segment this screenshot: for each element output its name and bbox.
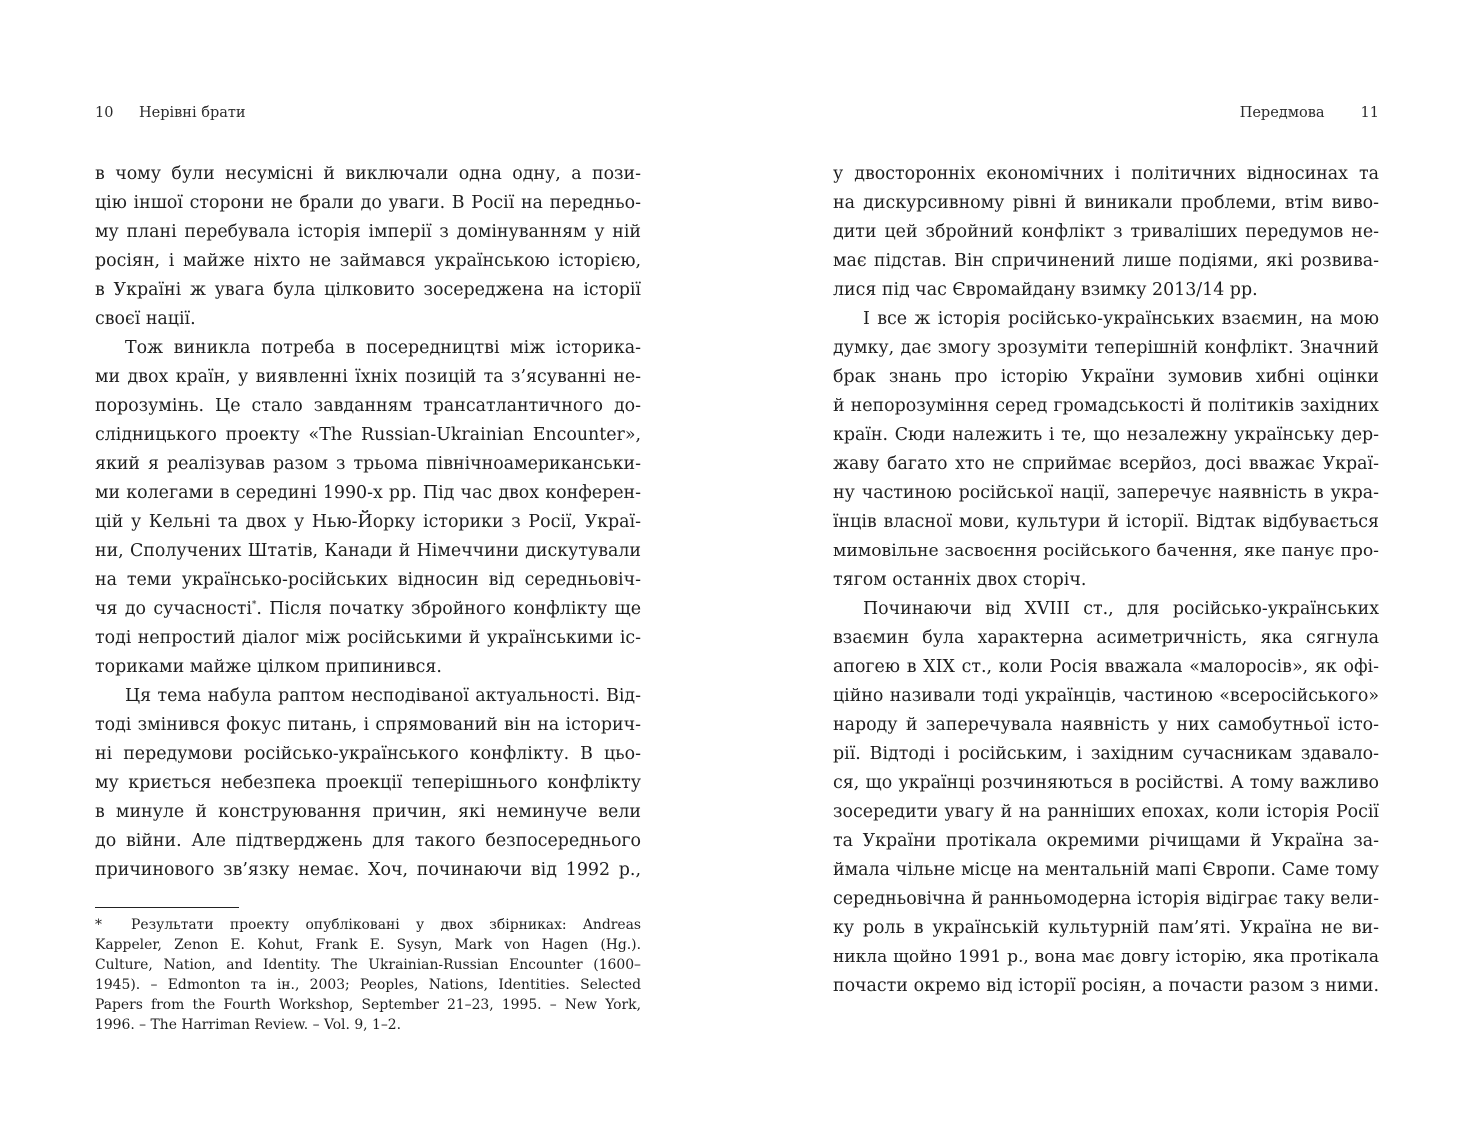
text-line: причинового зв’язку немає. Хоч, починаючи від 1992 р., — [95, 860, 641, 880]
text-line-part: . Після початку збройного конфлікту ще — [256, 599, 641, 619]
text-line: на дискурсивному рівні й виникали проблеми, втім виво- — [833, 193, 1379, 213]
footnote-line: Papers from the Fourth Workshop, September 21–23, 1995. – New York, — [95, 997, 641, 1013]
footnote-text: Результати проекту опубліковані у двох збірниках: Andreas — [131, 917, 641, 933]
text-line: рії. Відтоді і російським, і західним сучасникам здавало- — [833, 744, 1379, 764]
text-line: країн. Сюди належить і те, що незалежну українську дер- — [833, 425, 1379, 445]
text-line: ку роль в українській культурній пам’яті. Україна не ви- — [833, 918, 1379, 938]
text-line: своєї нації. — [95, 309, 196, 329]
text-line: на теми українсько-російських відносин від середньовіч- — [95, 570, 641, 590]
text-line: тягом останніх двох сторіч. — [833, 570, 1087, 590]
footnote-line: 1996. – The Harriman Review. – Vol. 9, 1–2. — [95, 1017, 402, 1033]
text-line: зосередити увагу й на ранніших епохах, коли історія Росії — [833, 802, 1379, 822]
text-line: ми двох країн, у виявленні їхніх позицій та з’ясуванні не- — [95, 367, 641, 387]
right-running-header — [833, 102, 1379, 124]
text-line: никла щойно 1991 р., вона має довгу історію, яка протікала — [833, 947, 1379, 967]
footnote — [95, 915, 641, 1035]
text-line: до війни. Але підтверджень для такого безпосереднього — [95, 831, 641, 851]
text-line: ся, що українці розчиняються в російстві. А тому важливо — [833, 773, 1379, 793]
text-line: му плані перебувала історія імперії з домінуванням у ній — [95, 222, 641, 242]
text-line: цій у Кельні та двох у Нью-Йорку історики з Росії, Украї- — [95, 512, 641, 532]
text-line: мимовільне засвоєння російського бачення, яке панує про- — [833, 541, 1379, 561]
text-line: ми колегами в середині 1990-х рр. Під час двох конферен- — [95, 483, 641, 503]
text-line: почасти окремо від історії росіян, а почасти разом з ними. — [833, 976, 1379, 996]
text-line: ні передумови російсько-українського конфлікту. В цьо- — [95, 744, 641, 764]
text-line-part: чя до сучасності — [95, 599, 252, 619]
text-line: лися під час Євромайдану взимку 2013/14 рр. — [833, 280, 1258, 300]
text-line: цію іншої сторони не брали до уваги. В Росії на передньо- — [95, 193, 641, 213]
footnote-line: Culture, Nation, and Identity. The Ukrainian-Russian Encounter (1600– — [95, 957, 641, 973]
text-line: брак знань про історію України зумовив хибні оцінки — [833, 367, 1379, 387]
text-line: дити цей збройний конфлікт з триваліших передумов не- — [833, 222, 1379, 242]
text-line: думку, дає змогу зрозуміти теперішній конфлікт. Значний — [833, 338, 1379, 358]
text-line: Ця тема набула раптом несподіваної актуальності. Від- — [125, 686, 641, 706]
footnote-divider — [95, 907, 239, 908]
text-line: у двосторонніх економічних і політичних відносинах та — [833, 164, 1379, 184]
text-line: ну частиною російської нації, заперечує наявність в укра- — [833, 483, 1379, 503]
text-line: ційно називали тоді українців, частиною «всеросійського» — [833, 686, 1379, 706]
footnote-line: Kappeler, Zenon E. Kohut, Frank E. Sysyn, Mark von Hagen (Hg.). — [95, 937, 641, 953]
text-line: му криється небезпека проекції теперішнього конфлікту — [95, 773, 641, 793]
text-line: їнців власної мови, культури й історії. Відтак відбувається — [833, 512, 1379, 532]
text-line: апогею в XIX ст., коли Росія вважала «малоросів», як офі- — [833, 657, 1379, 677]
text-line: ториками майже цілком припинився. — [95, 657, 442, 677]
text-line: тоді змінився фокус питань, і спрямований він на історич- — [95, 715, 641, 735]
page-number: 11 — [1360, 105, 1379, 121]
footnote-line: 1945). – Edmonton та ін., 2003; Peoples, Nations, Identities. Selected — [95, 977, 641, 993]
text-line: ни, Сполучених Штатів, Канади й Німеччини дискутували — [95, 541, 641, 561]
text-line: в минуле й конструювання причин, які неминуче вели — [95, 802, 641, 822]
text-line: І все ж історія російсько-українських взаємин, на мою — [863, 309, 1379, 329]
footnote-line — [95, 915, 641, 935]
text-line: та України протікала окремими річищами й Україна за- — [833, 831, 1379, 851]
page-number: 10 — [95, 105, 114, 121]
text-line — [95, 595, 641, 624]
footnote-mark: * — [95, 917, 102, 933]
text-line: й непорозуміння серед громадськості й політиків західних — [833, 396, 1379, 416]
text-line: порозумінь. Це стало завданням трансатлантичного до- — [95, 396, 641, 416]
text-line: Тож виникла потреба в посередництві між історика- — [125, 338, 641, 358]
text-line: народу й заперечувала наявність у них самобутньої істо- — [833, 715, 1379, 735]
text-line: середньовічна й ранньомодерна історія відіграє таку вели- — [833, 889, 1379, 909]
left-running-header — [95, 102, 246, 124]
text-line: в Україні ж увага була цілковито зосереджена на історії — [95, 280, 641, 300]
footnote-reference: * — [251, 600, 257, 611]
text-line: в чому були несумісні й виключали одна одну, а пози- — [95, 164, 641, 184]
text-line: слідницького проекту «The Russian-Ukrainian Encounter», — [95, 425, 641, 445]
text-line: взаємин була характерна асиметричність, яка сягнула — [833, 628, 1379, 648]
right-body-text — [833, 160, 1379, 1001]
text-line: жаву багато хто не сприймає всерйоз, досі вважає Украї- — [833, 454, 1379, 474]
running-title: Передмова — [1239, 105, 1325, 121]
text-line: тоді непростий діалог між російськими й українськими іс- — [95, 628, 641, 648]
text-line: має підстав. Він спричинений лише подіями, які розвива- — [833, 251, 1379, 271]
left-body-text — [95, 160, 641, 885]
text-line: який я реалізував разом з трьома північноамериканськи- — [95, 454, 641, 474]
text-line: Починаючи від XVIII ст., для російсько-українських — [863, 599, 1379, 619]
text-line: росіян, і майже ніхто не займався українською історією, — [95, 251, 641, 271]
text-line: ймала чільне місце на ментальній мапі Європи. Саме тому — [833, 860, 1379, 880]
running-title: Нерівні брати — [139, 105, 246, 121]
